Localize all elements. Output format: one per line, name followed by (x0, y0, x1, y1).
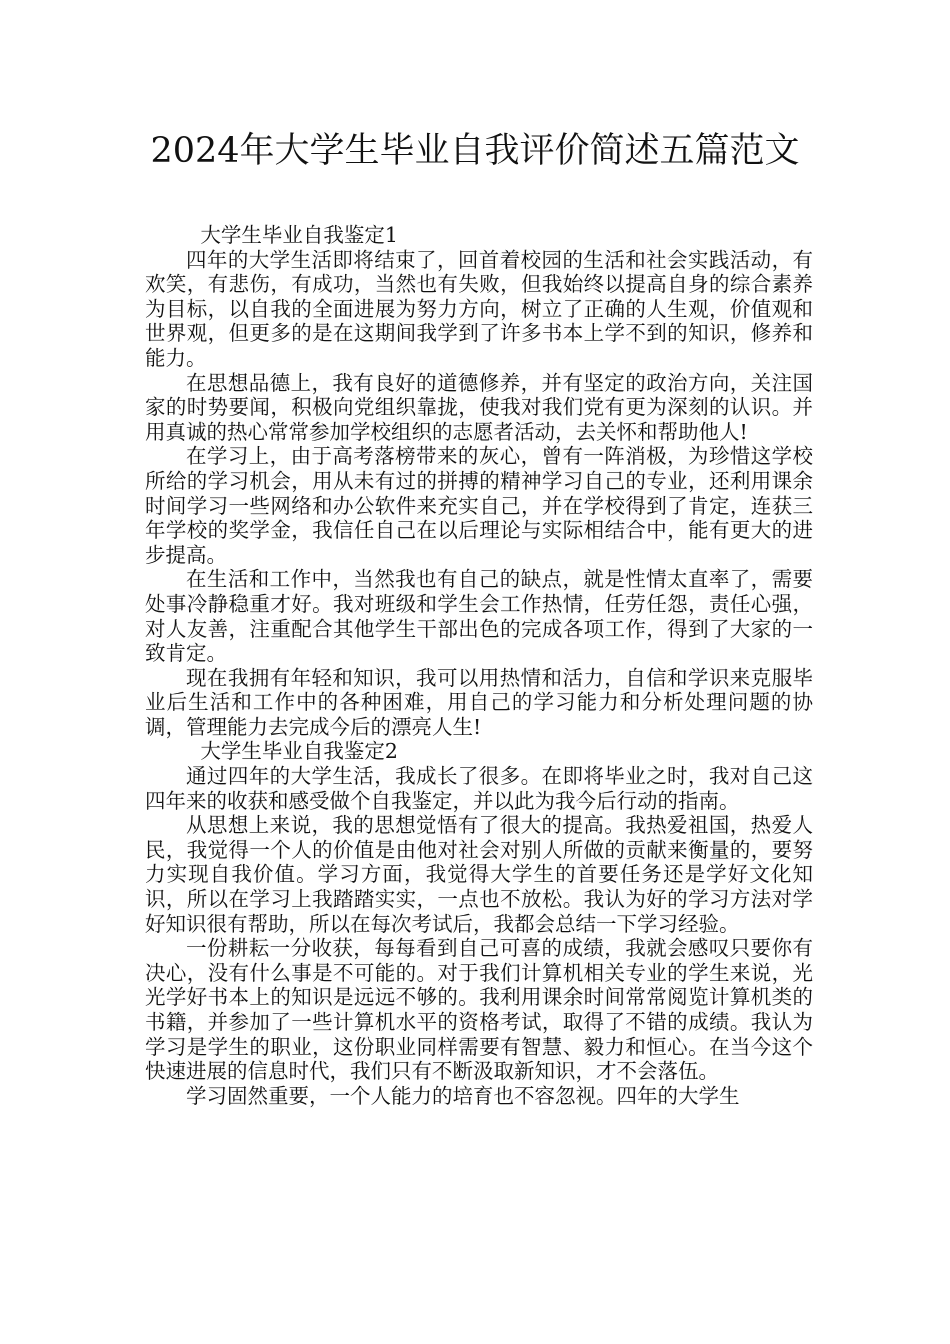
paragraph: 现在我拥有年轻和知识，我可以用热情和活力，自信和学识来克服毕业后生活和工作中的各种困难，用自己的学习能力和分析处理问题的协调，管理能力去完成今后的漂亮人生! (145, 665, 813, 739)
paragraph: 在思想品德上，我有良好的道德修养，并有坚定的政治方向，关注国家的时势要闻，积极向党组织靠拢，使我对我们党有更为深刻的认识。并用真诚的热心常常参加学校组织的志愿者活动，去关怀和帮助他人! (145, 370, 813, 444)
paragraph: 学习固然重要，一个人能力的培育也不容忽视。四年的大学生 (186, 1083, 740, 1108)
document-title: 2024年大学生毕业自我评价简述五篇范文 (150, 131, 800, 171)
section-heading-1: 大学生毕业自我鉴定1 (200, 223, 398, 247)
paragraph: 在学习上，由于高考落榜带来的灰心，曾有一阵消极，为珍惜这学校所给的学习机会，用从未有过的拼搏的精神学习自己的专业，还利用课余时间学习一些网络和办公软件来充实自己，并在学校得到了肯定，连获三年学校的奖学金，我信任自己在以后理论与实际相结合中，能有更大的进步提高。 (145, 444, 813, 567)
paragraph: 通过四年的大学生活，我成长了很多。在即将毕业之时，我对自己这四年来的收获和感受做个自我鉴定，并以此为我今后行动的指南。 (145, 764, 813, 813)
paragraph: 在生活和工作中，当然我也有自己的缺点，就是性情太直率了，需要处事冷静稳重才好。我对班级和学生会工作热情，任劳任怨，责任心强，对人友善，注重配合其他学生干部出色的完成各项工作，得到了大家的一致肯定。 (145, 567, 813, 666)
paragraph: 四年的大学生活即将结束了，回首着校园的生活和社会实践活动，有欢笑，有悲伤，有成功，当然也有失败，但我始终以提高自身的综合素养为目标，以自我的全面进展为努力方向，树立了正确的人生观，价值观和世界观，但更多的是在这期间我学到了许多书本上学不到的知识，修养和能力。 (145, 247, 813, 370)
paragraph: 从思想上来说，我的思想觉悟有了很大的提高。我热爱祖国，热爱人民，我觉得一个人的价值是由他对社会对别人所做的贡献来衡量的，要努力实现自我价值。学习方面，我觉得大学生的首要任务还是学好文化知识，所以在学习上我踏踏实实，一点也不放松。我认为好的学习方法对学好知识很有帮助，所以在每次考试后，我都会总结一下学习经验。 (145, 813, 813, 936)
paragraph: 一份耕耘一分收获，每每看到自己可喜的成绩，我就会感叹只要你有决心，没有什么事是不可能的。对于我们计算机相关专业的学生来说，光光学好书本上的知识是远远不够的。我利用课余时间常常阅览计算机类的书籍，并参加了一些计算机水平的资格考试，取得了不错的成绩。我认为学习是学生的职业，这份职业同样需要有智慧、毅力和恒心。在当今这个快速进展的信息时代，我们只有不断汲取新知识，才不会落伍。 (145, 936, 813, 1084)
section-heading-2: 大学生毕业自我鉴定2 (200, 739, 398, 764)
document-body (145, 223, 813, 1108)
